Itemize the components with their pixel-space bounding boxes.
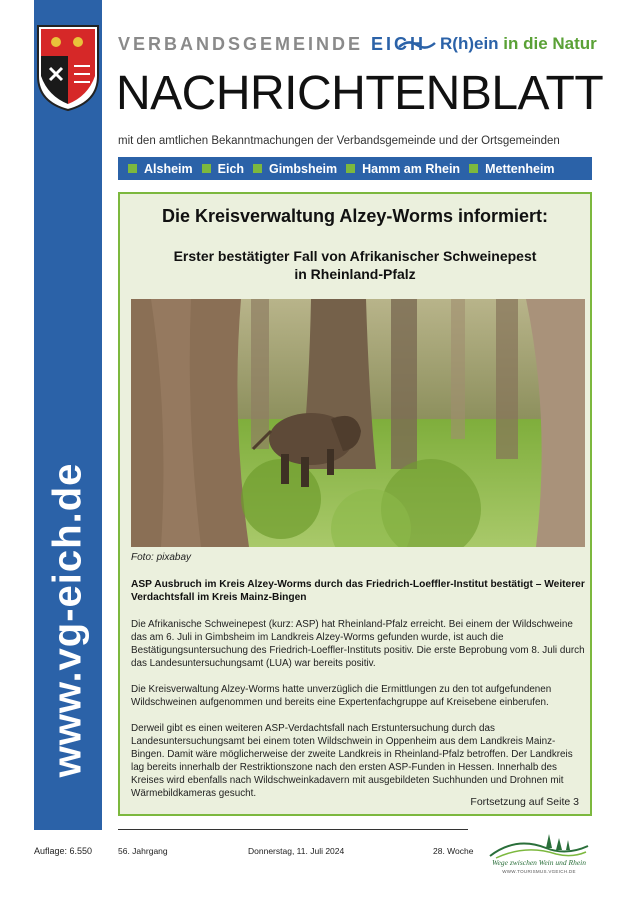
municipality-name [118,34,426,55]
square-bullet-icon [128,164,137,173]
article-headline: Erster bestätigter Fall von Afrikanischer Schweinepest in Rheinland-Pfalz [173,248,537,282]
week-number: 28. Woche [433,846,474,856]
article-box [118,192,592,816]
article-lead: ASP Ausbruch im Kreis Alzey-Worms durch das Friedrich-Loeffler-Institut bestätigt – Weiterer Verdachtsfall im Kreis Mainz-Bingen [131,579,585,603]
article-paragraph: Derweil gibt es einen weiteren ASP-Verdachtsfall nach Erstuntersuchung durch das Landesuntersuchungsamt bei einem toten Wildschwein in Oppenheim aus dem Landkreis Mainz-Bingen. Damit wäre möglicherweise der zweite Landkreis in Rheinland-Pfalz betroffen. Der Landkreis lag bereits innerhalb der Restriktionszone nach den ersten ASP-Funden in Hessen. Innerhalb des Kreises wird ebenfalls nach Wildschweinkadavern mit ausgebildeten Suchhunden und Drohnen mit Wärmebildkameras gesucht. [131,723,573,799]
footer-divider [118,829,468,830]
town-item: Hamm am Rhein [346,162,460,176]
slogan-natur: in die Natur [503,34,597,53]
square-bullet-icon [469,164,478,173]
wild-boar-photo [131,299,585,547]
square-bullet-icon [253,164,262,173]
website-url-vertical[interactable]: www.vg-eich.de [45,462,90,778]
volume-number: 56. Jahrgang [118,846,168,856]
slogan [440,34,597,54]
issue-date: Donnerstag, 11. Juli 2024 [248,846,345,856]
town-item: Eich [202,162,244,176]
town-bar [118,157,592,180]
photo-credit: Foto: pixabay [131,552,192,563]
tourism-logo-name: Wege zwischen Wein und Rhein [491,858,586,867]
article-kicker: Die Kreisverwaltung Alzey-Worms informiert: [161,206,549,226]
coat-of-arms-icon [36,24,100,112]
newspaper-subtitle: mit den amtlichen Bekanntmachungen der Verbandsgemeinde und der Ortsgemeinden [118,135,560,147]
newspaper-title: NACHRICHTENBLATT [116,67,604,120]
wave-icon [398,38,436,52]
town-item: Mettenheim [469,162,554,176]
article-paragraph: Die Kreisverwaltung Alzey-Worms hatte unverzüglich die Ermittlungen zu den tot aufgefundenen Wildschweinen aufgenommen und bereits eine Expertenfachgruppe auf Kreisebene einberufen. [131,684,552,708]
print-run: Auflage: 6.550 [34,846,93,856]
vg-name: EICH [371,34,427,54]
tourism-logo-url[interactable]: WWW.TOURISMUS.VGEICH.DE [502,869,576,874]
vg-prefix: VERBANDSGEMEINDE [118,34,364,54]
square-bullet-icon [346,164,355,173]
continuation-note[interactable]: Fortsetzung auf Seite 3 [470,796,579,808]
town-item: Alsheim [128,162,193,176]
article-paragraph: Die Afrikanische Schweinepest (kurz: ASP) hat Rheinland-Pfalz erreicht. Bei einem der Wildschweine das am 6. Juli in Gimbsheim im Landkreis Alzey-Worms gefunden wurde, ist auch die Bestätigungsuntersuchung des Friedrich-Loeffler-Instituts positiv. Die erste Beprobung vom 8. Juli durch das Landesuntersuchungsamt (LUA) war bereits positiv. [131,619,585,669]
square-bullet-icon [202,164,211,173]
slogan-rhein: R(h)ein [440,34,499,53]
town-item: Gimbsheim [253,162,337,176]
